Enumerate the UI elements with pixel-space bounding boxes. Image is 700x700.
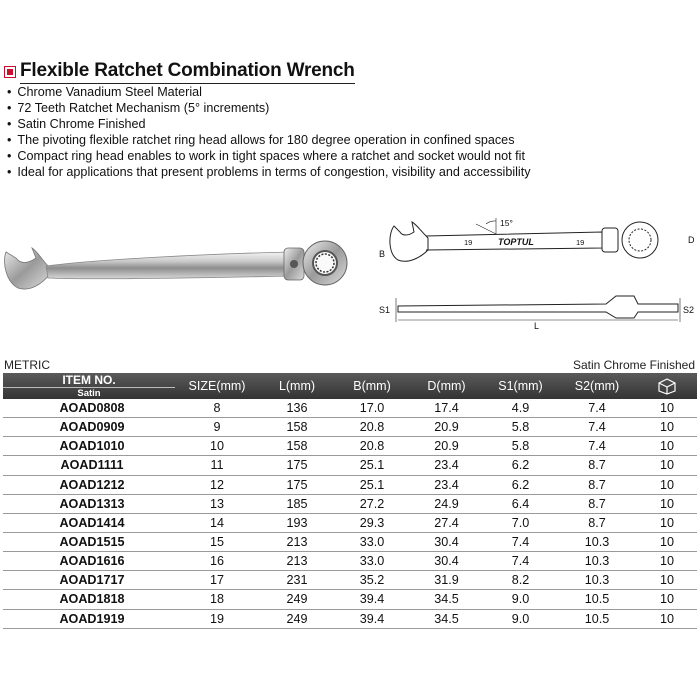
cell-length: 185 xyxy=(259,494,335,513)
item-code: AOAD1313 xyxy=(3,494,175,513)
column-header-pack xyxy=(637,373,697,399)
cell-d: 31.9 xyxy=(409,571,484,590)
feature-item: • Chrome Vanadium Steel Material xyxy=(7,84,531,100)
cell-size: 9 xyxy=(175,418,259,437)
cell-s2: 10.3 xyxy=(557,552,637,571)
pivot-pin xyxy=(290,260,298,268)
cell-size: 18 xyxy=(175,590,259,609)
cell-d: 17.4 xyxy=(409,399,484,418)
cell-pack: 10 xyxy=(637,609,697,628)
item-code: AOAD1212 xyxy=(3,475,175,494)
cell-s2: 8.7 xyxy=(557,494,637,513)
cell-s1: 5.8 xyxy=(484,437,557,456)
size-marking-left: 19 xyxy=(464,238,473,247)
unit-system-label: METRIC xyxy=(4,358,50,372)
feature-item: • Satin Chrome Finished xyxy=(7,116,531,132)
cell-b: 20.8 xyxy=(335,437,409,456)
cell-pack: 10 xyxy=(637,590,697,609)
cell-b: 17.0 xyxy=(335,399,409,418)
cell-s1: 9.0 xyxy=(484,609,557,628)
cell-length: 158 xyxy=(259,418,335,437)
cell-b: 25.1 xyxy=(335,456,409,475)
table-row xyxy=(3,532,697,551)
cell-length: 249 xyxy=(259,590,335,609)
cell-pack: 10 xyxy=(637,494,697,513)
feature-item: • 72 Teeth Ratchet Mechanism (5° increments) xyxy=(7,100,531,116)
cell-s2: 7.4 xyxy=(557,437,637,456)
cell-s1: 5.8 xyxy=(484,418,557,437)
dim-label-l: L xyxy=(534,321,540,330)
cell-b: 33.0 xyxy=(335,552,409,571)
table-row xyxy=(3,437,697,456)
cell-length: 175 xyxy=(259,456,335,475)
cell-s1: 6.2 xyxy=(484,475,557,494)
cell-size: 13 xyxy=(175,494,259,513)
cell-length: 231 xyxy=(259,571,335,590)
cell-s1: 7.0 xyxy=(484,513,557,532)
item-code: AOAD1818 xyxy=(3,590,175,609)
cell-d: 23.4 xyxy=(409,456,484,475)
item-subheader-label: Satin xyxy=(77,388,101,399)
feature-item: • Ideal for applications that present problems in terms of congestion, visibility and accessibility xyxy=(7,164,531,180)
cell-s2: 8.7 xyxy=(557,475,637,494)
cell-s2: 7.4 xyxy=(557,418,637,437)
angle-arc xyxy=(486,221,496,224)
item-code: AOAD1919 xyxy=(3,609,175,628)
item-code: AOAD0808 xyxy=(3,399,175,418)
item-code: AOAD1515 xyxy=(3,532,175,551)
drawing-ring-inner xyxy=(629,229,651,251)
angle-line xyxy=(476,224,496,234)
column-header-length: L(mm) xyxy=(259,373,335,399)
table-row xyxy=(3,475,697,494)
item-code: AOAD1010 xyxy=(3,437,175,456)
square-bullet-icon xyxy=(4,66,16,78)
cell-b: 27.2 xyxy=(335,494,409,513)
cell-length: 213 xyxy=(259,532,335,551)
cell-d: 34.5 xyxy=(409,609,484,628)
cell-s2: 8.7 xyxy=(557,456,637,475)
cell-pack: 10 xyxy=(637,456,697,475)
table-row xyxy=(3,590,697,609)
cell-b: 39.4 xyxy=(335,609,409,628)
cell-size: 16 xyxy=(175,552,259,571)
cell-pack: 10 xyxy=(637,571,697,590)
cell-s1: 6.4 xyxy=(484,494,557,513)
angle-label: 15° xyxy=(500,218,513,228)
column-header-size: SIZE(mm) xyxy=(175,373,259,399)
item-code: AOAD1111 xyxy=(3,456,175,475)
dim-label-s1: S1 xyxy=(379,305,391,315)
cell-pack: 10 xyxy=(637,475,697,494)
open-end xyxy=(5,248,51,289)
feature-item: • The pivoting flexible ratchet ring head allows for 180 degree operation in confined spaces xyxy=(7,132,531,148)
cell-s1: 7.4 xyxy=(484,552,557,571)
spec-table-body xyxy=(3,399,697,628)
technical-drawing xyxy=(376,212,698,330)
cell-s1: 4.9 xyxy=(484,399,557,418)
cell-pack: 10 xyxy=(637,552,697,571)
cell-size: 19 xyxy=(175,609,259,628)
cell-size: 12 xyxy=(175,475,259,494)
cell-pack: 10 xyxy=(637,513,697,532)
column-header-d: D(mm) xyxy=(409,373,484,399)
cell-pack: 10 xyxy=(637,418,697,437)
cell-length: 213 xyxy=(259,552,335,571)
package-icon xyxy=(656,377,678,395)
cell-size: 15 xyxy=(175,532,259,551)
cell-pack: 10 xyxy=(637,532,697,551)
cell-s2: 10.5 xyxy=(557,609,637,628)
size-marking-right: 19 xyxy=(576,238,585,247)
cell-d: 34.5 xyxy=(409,590,484,609)
cell-length: 175 xyxy=(259,475,335,494)
table-row xyxy=(3,513,697,532)
item-code: AOAD1717 xyxy=(3,571,175,590)
dim-label-s2: S2 xyxy=(683,305,695,315)
item-code: AOAD1616 xyxy=(3,552,175,571)
table-row xyxy=(3,609,697,628)
table-row xyxy=(3,399,697,418)
spec-table xyxy=(3,373,697,629)
cell-size: 10 xyxy=(175,437,259,456)
table-row xyxy=(3,552,697,571)
cell-s2: 7.4 xyxy=(557,399,637,418)
cell-d: 27.4 xyxy=(409,513,484,532)
side-profile xyxy=(398,296,678,318)
table-row xyxy=(3,418,697,437)
cell-d: 23.4 xyxy=(409,475,484,494)
product-title: Flexible Ratchet Combination Wrench xyxy=(20,60,355,84)
cell-d: 30.4 xyxy=(409,532,484,551)
cell-b: 39.4 xyxy=(335,590,409,609)
cell-d: 20.9 xyxy=(409,418,484,437)
cell-s2: 10.5 xyxy=(557,590,637,609)
item-code: AOAD0909 xyxy=(3,418,175,437)
finish-label: Satin Chrome Finished xyxy=(572,358,695,372)
dim-label-d: D xyxy=(688,235,695,245)
table-row xyxy=(3,571,697,590)
wrench-photo xyxy=(0,230,350,315)
drawing-ring xyxy=(622,222,658,258)
item-code: AOAD1414 xyxy=(3,513,175,532)
table-row xyxy=(3,494,697,513)
dim-label-b: B xyxy=(379,249,386,259)
cell-s1: 8.2 xyxy=(484,571,557,590)
table-row xyxy=(3,456,697,475)
cell-length: 158 xyxy=(259,437,335,456)
title-row xyxy=(4,60,355,84)
cell-s1: 9.0 xyxy=(484,590,557,609)
column-header-s1: S1(mm) xyxy=(484,373,557,399)
table-header-row xyxy=(3,373,697,399)
cell-length: 193 xyxy=(259,513,335,532)
cell-size: 11 xyxy=(175,456,259,475)
cell-size: 14 xyxy=(175,513,259,532)
cell-b: 29.3 xyxy=(335,513,409,532)
cell-d: 20.9 xyxy=(409,437,484,456)
column-header-b: B(mm) xyxy=(335,373,409,399)
cell-d: 24.9 xyxy=(409,494,484,513)
item-column-header xyxy=(3,373,175,399)
cell-s1: 6.2 xyxy=(484,456,557,475)
cell-b: 20.8 xyxy=(335,418,409,437)
cell-pack: 10 xyxy=(637,437,697,456)
cell-size: 17 xyxy=(175,571,259,590)
feature-list xyxy=(7,84,531,181)
cell-b: 25.1 xyxy=(335,475,409,494)
cell-s2: 10.3 xyxy=(557,532,637,551)
cell-s1: 7.4 xyxy=(484,532,557,551)
cell-s2: 8.7 xyxy=(557,513,637,532)
column-header-s2: S2(mm) xyxy=(557,373,637,399)
cell-s2: 10.3 xyxy=(557,571,637,590)
drawing-pivot xyxy=(602,228,618,252)
cell-b: 33.0 xyxy=(335,532,409,551)
cell-b: 35.2 xyxy=(335,571,409,590)
drawing-open-end xyxy=(390,222,428,261)
cell-pack: 10 xyxy=(637,399,697,418)
feature-item: • Compact ring head enables to work in tight spaces where a ratchet and socket would not fit xyxy=(7,148,531,164)
handle xyxy=(46,252,292,279)
cell-size: 8 xyxy=(175,399,259,418)
cell-length: 136 xyxy=(259,399,335,418)
item-header-label: ITEM NO. xyxy=(3,373,175,388)
brand-marking: TOPTUL xyxy=(498,237,534,247)
cell-d: 30.4 xyxy=(409,552,484,571)
cell-length: 249 xyxy=(259,609,335,628)
